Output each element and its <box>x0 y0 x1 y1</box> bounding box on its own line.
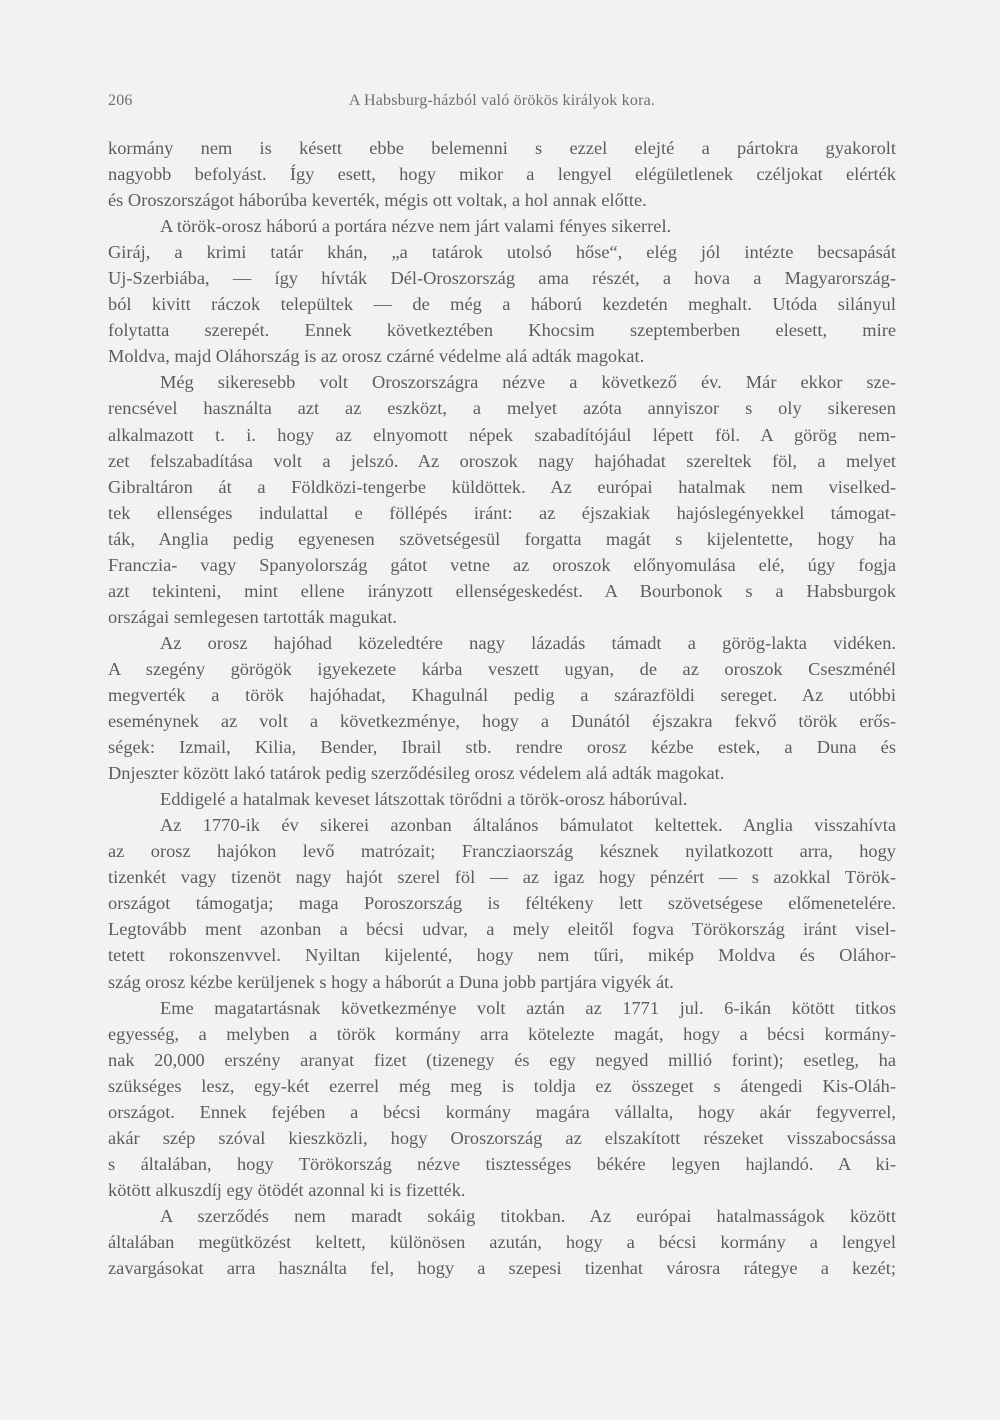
text-line: Gibraltáron át a Földközi-tengerbe küldöttek. Az európai hatalmak nem viselked- <box>108 476 896 497</box>
text-line: ták, Anglia pedig egyenesen szövetségesül forgatta magát s kijelentette, hogy ha <box>108 528 896 549</box>
text-line: Eddigelé a hatalmak keveset látszottak törődni a török-orosz háborúval. <box>160 789 688 810</box>
text-line: Moldva, majd Oláhország is az orosz czárné védelme alá adták magokat. <box>108 346 645 367</box>
text-line: ból kivitt ráczok települtek — de még a háború kezdetén meghalt. Utóda silányul <box>108 294 896 315</box>
text-line: Franczia- vagy Spanyolország gátot vetne az oroszok előnyomulása elé, úgy fogja <box>108 554 896 575</box>
text-line: eseménynek az volt a következménye, hogy a Dunától éjszakra fekvő török erős- <box>108 711 896 732</box>
text-line: azt tekinteni, mint ellene irányzott ellenségeskedést. A Bourbonok s a Habsburgok <box>108 580 896 601</box>
text-line: A szegény görögök igyekezete kárba veszett ugyan, de az oroszok Cseszménél <box>108 658 896 679</box>
text-line: rencsével használta azt az eszközt, a melyet azóta annyiszor s oly sikeresen <box>108 398 896 419</box>
text-line: alkalmazott t. i. hogy az elnyomott népek szabadítójául lépett föl. A görög nem- <box>108 424 896 445</box>
text-line: és Oroszországot háborúba keverték, mégis ott voltak, a hol annak előtte. <box>108 190 647 211</box>
text-line: kötött alkuszdíj egy ötödét azonnal ki is fizették. <box>108 1179 466 1200</box>
body-text <box>108 135 896 1281</box>
page-number: 206 <box>108 92 133 109</box>
text-line: ségek: Izmail, Kilia, Bender, Ibrail stb. rendre orosz kézbe estek, a Duna és <box>108 737 896 758</box>
text-line: megverték a török hajóhadat, Khagulnál pedig a szárazföldi sereget. Az utóbbi <box>108 684 896 705</box>
text-line: s általában, hogy Törökország nézve tisztességes békére legyen hajlandó. A ki- <box>108 1153 896 1174</box>
text-line: zavargásokat arra használta fel, hogy a szepesi tizenhat városra rátegye a kezét; <box>108 1258 896 1279</box>
text-line: általában megütközést keltett, különösen azután, hogy a bécsi kormány a lengyel <box>108 1231 896 1252</box>
text-line: A török-orosz háború a portára nézve nem járt valami fényes sikerrel. <box>160 216 672 237</box>
text-line: tetett rokonszenvvel. Nyiltan kijelenté, hogy nem tűri, mikép Moldva és Oláhor- <box>108 945 896 966</box>
text-line: szükséges lesz, egy-két ezerrel még meg is toldja ez összeget s átengedi Kis-Oláh- <box>108 1075 896 1096</box>
text-line: kormány nem is késett ebbe belemenni s ezzel elejté a pártokra gyakorolt <box>108 138 896 158</box>
text-line: Legtovább ment azonban a bécsi udvar, a mely eleitől fogva Törökország iránt visel- <box>108 919 896 940</box>
text-line: nak 20,000 erszény aranyat fizet (tizenegy és egy negyed millió forint); esetleg, ha <box>108 1049 896 1070</box>
running-title: A Habsburg-házból való örökös királyok kora. <box>348 92 656 109</box>
text-line: Az orosz hajóhad közeledtére nagy lázadás támadt a görög-lakta vidéken. <box>160 632 896 653</box>
text-line: Uj-Szerbiába, — így hívták Dél-Oroszország ama részét, a hova a Magyarország- <box>108 268 896 289</box>
text-line: akár szép szóval kieszközli, hogy Oroszország az elszakított részeket visszabocsássa <box>108 1127 896 1148</box>
text-line: folytatta szerepét. Ennek következtében Khocsim szeptemberben elesett, mire <box>108 320 896 341</box>
text-line: országot támogatja; maga Poroszország is féltékeny lett szövetségese előmenetelére. <box>108 893 896 914</box>
text-line: A szerződés nem maradt sokáig titokban. Az európai hatalmasságok között <box>160 1205 896 1226</box>
text-line: nagyobb befolyást. Így esett, hogy mikor a lengyel elégületlenek czéljokat elérték <box>108 164 896 185</box>
text-line: Még sikeresebb volt Oroszországra nézve a következő év. Már ekkor sze- <box>160 372 896 393</box>
text-line: Giráj, a krimi tatár khán, „a tatárok utolsó hőse“, elég jól intézte becsapását <box>108 242 896 263</box>
text-line: tizenkét vagy tizenöt nagy hajót szerel föl — az igaz hogy pénzért — s azokkal Török- <box>108 867 896 888</box>
text-line: Dnjeszter között lakó tatárok pedig szerződésileg orosz védelem alá adták magokat. <box>108 763 725 784</box>
text-line: Az 1770-ik év sikerei azonban általános bámulatot keltettek. Anglia visszahívta <box>160 815 896 836</box>
running-head <box>108 92 896 114</box>
text-line: tek ellenséges indulattal e föllépés iránt: az éjszakiak hajóslegényekkel támogat- <box>108 502 896 523</box>
text-line: országot. Ennek fejében a bécsi kormány magára vállalta, hogy akár fegyverrel, <box>108 1101 896 1122</box>
text-line: az orosz hajókon levő matrózait; Francziaország késznek nyilatkozott arra, hogy <box>108 841 896 862</box>
text-line: szág orosz kézbe kerüljenek s hogy a háborút a Duna jobb partjára vigyék át. <box>108 971 674 992</box>
text-line: egyesség, a melyben a török kormány arra kötelezte magát, hogy a bécsi kormány- <box>108 1023 896 1044</box>
text-line: zet felszabadítása volt a jelszó. Az oroszok nagy hajóhadat szereltek föl, a melyet <box>108 450 896 471</box>
text-line: Eme magatartásnak következménye volt aztán az 1771 jul. 6-ikán kötött titkos <box>160 997 896 1018</box>
text-line: országai semlegesen tartották magukat. <box>108 606 398 627</box>
